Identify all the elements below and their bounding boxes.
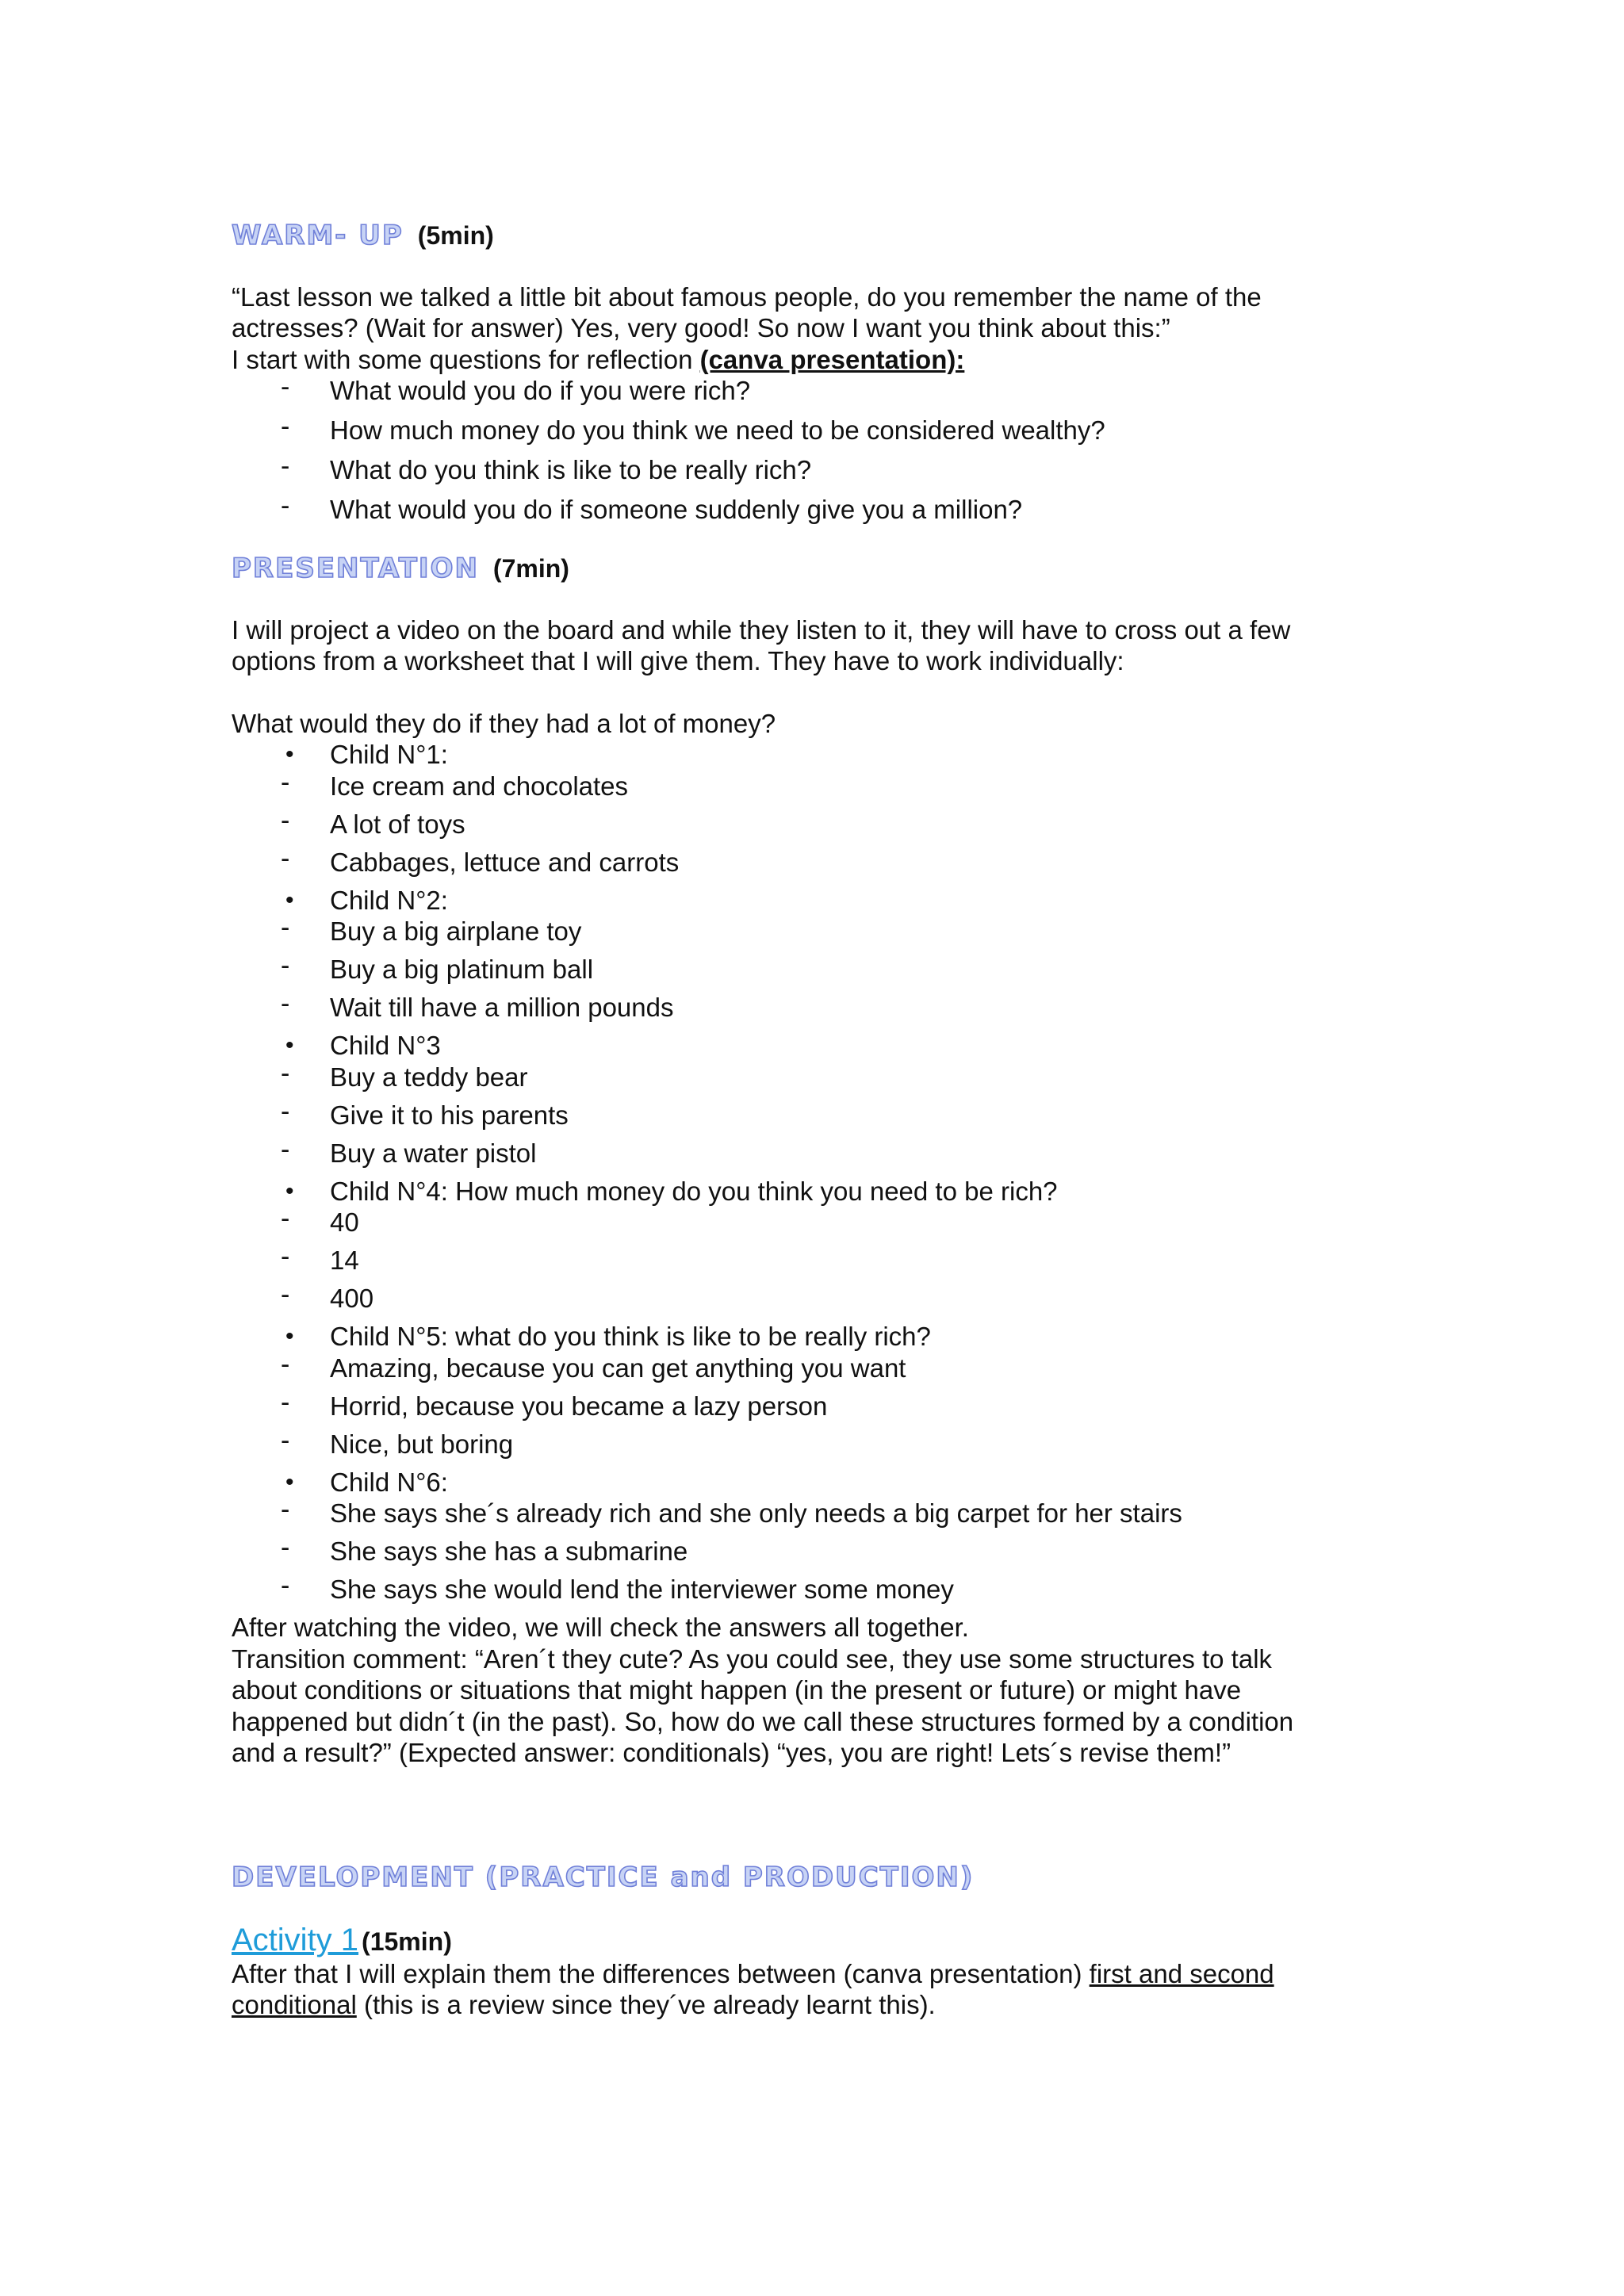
option-item <box>232 1533 1358 1574</box>
warmup-duration: (5min) <box>417 221 494 250</box>
presentation-duration: (7min) <box>492 554 569 583</box>
option-item <box>232 1571 1358 1612</box>
activity-1-duration: (15min) <box>362 1927 452 1956</box>
bullet-marker: • <box>285 741 294 767</box>
list-item-text: Buy a water pistol <box>330 1138 537 1168</box>
option-item <box>232 1494 1358 1536</box>
list-item-text: She says she has a submarine <box>330 1536 688 1566</box>
list-item-text: Child N°5: what do you think is like to be really rich? <box>330 1322 931 1351</box>
list-item-text: 40 <box>330 1207 359 1237</box>
dash-marker: - <box>281 491 290 521</box>
bullet-marker: • <box>285 1032 294 1058</box>
dash-marker: - <box>281 1387 290 1418</box>
development-heading: DEVELOPMENT (PRACTICE and PRODUCTION) <box>232 1861 975 1893</box>
canva-presentation-link[interactable]: (canva presentation): <box>699 344 965 374</box>
warmup-paragraph-line-2: actresses? (Wait for answer) Yes, very good! So now I want you think about this:” <box>232 313 1170 342</box>
dash-marker: - <box>281 372 290 402</box>
dash-marker: - <box>281 951 290 981</box>
bullet-marker: • <box>285 1468 294 1495</box>
question-text: What would you do if you were rich? <box>330 376 751 405</box>
list-item-text: Give it to his parents <box>330 1100 569 1130</box>
option-item <box>232 1387 1358 1429</box>
list-item-text: Child N°2: <box>330 885 448 915</box>
after-line-3: about conditions or situations that might happen (in the present or future) or might have <box>232 1675 1242 1705</box>
option-item <box>232 1280 1358 1321</box>
option-item <box>232 767 1358 809</box>
list-item <box>232 372 1358 415</box>
after-line-4: happened but didn´t (in the past). So, how do we call these structures formed by a condition <box>232 1706 1294 1736</box>
option-item <box>232 1134 1358 1176</box>
activity-1-link[interactable]: Activity 1 <box>232 1923 359 1957</box>
list-item <box>232 411 1358 454</box>
child-item <box>232 1030 1358 1062</box>
dash-marker: - <box>281 1425 290 1456</box>
option-item <box>232 1425 1358 1467</box>
activity-line-1-text: After that I will explain them the differences between (canva presentation) <box>232 1958 1090 1988</box>
dash-marker: - <box>281 989 290 1019</box>
bullet-marker: • <box>285 1323 294 1349</box>
dash-marker: - <box>281 1134 290 1165</box>
list-item-text: Buy a big airplane toy <box>330 916 582 946</box>
after-line-5: and a result?” (Expected answer: conditionals) “yes, you are right! Lets´s revise them!” <box>232 1738 1231 1767</box>
warmup-intro-text: I start with some questions for reflection <box>232 344 700 374</box>
conditional-link[interactable]: conditional <box>232 1990 357 2019</box>
option-item <box>232 1203 1358 1245</box>
list-item <box>232 491 1358 534</box>
dash-marker: - <box>281 1242 290 1272</box>
option-item <box>232 1096 1358 1138</box>
list-item-text: A lot of toys <box>330 809 465 839</box>
child-item <box>232 1467 1358 1498</box>
dash-marker: - <box>281 1096 290 1127</box>
option-item <box>232 1242 1358 1283</box>
question-text: What would you do if someone suddenly give you a million? <box>330 495 1023 524</box>
option-item <box>232 913 1358 954</box>
presentation-question: What would they do if they had a lot of money? <box>232 708 776 738</box>
list-item-text: Child N°4: How much money do you think you need to be rich? <box>330 1176 1058 1206</box>
list-item-text: She says she´s already rich and she only needs a big carpet for her stairs <box>330 1498 1182 1528</box>
activity-heading-row <box>232 1925 1358 1958</box>
list-item-text: Buy a teddy bear <box>330 1062 528 1092</box>
option-item <box>232 951 1358 992</box>
development-heading-row <box>232 1862 1358 1894</box>
list-item-text: Wait till have a million pounds <box>330 993 674 1022</box>
list-item-text: Horrid, because you became a lazy person <box>330 1391 828 1421</box>
option-item <box>232 1058 1358 1100</box>
warmup-paragraph-line-1: “Last lesson we talked a little bit about famous people, do you remember the name of the <box>232 281 1262 312</box>
option-item <box>232 989 1358 1030</box>
dash-marker: - <box>281 1494 290 1525</box>
dash-marker: - <box>281 805 290 836</box>
presentation-heading: PRESENTATION <box>232 553 479 584</box>
after-line-2: Transition comment: “Aren´t they cute? As you could see, they use some structures to talk <box>232 1644 1273 1674</box>
list-item-text: Amazing, because you can get anything you want <box>330 1353 906 1383</box>
activity-line-2-text: (this is a review since they´ve already learnt this). <box>356 1990 936 2019</box>
bullet-marker: • <box>285 886 294 913</box>
child-item <box>232 1176 1358 1207</box>
question-text: How much money do you think we need to be considered wealthy? <box>330 415 1105 445</box>
warmup-question-list <box>232 372 1358 534</box>
list-item-text: Child N°3 <box>330 1031 441 1060</box>
dash-marker: - <box>281 767 290 798</box>
child-item <box>232 885 1358 916</box>
option-item <box>232 805 1358 847</box>
list-item-text: She says she would lend the interviewer some money <box>330 1575 954 1604</box>
lesson-plan-content <box>232 220 1358 2021</box>
dash-marker: - <box>281 1280 290 1310</box>
presentation-heading-row <box>232 553 1358 585</box>
list-item-text: Child N°6: <box>330 1467 448 1497</box>
list-item-text: Ice cream and chocolates <box>330 771 629 801</box>
dash-marker: - <box>281 411 290 442</box>
warmup-intro <box>232 344 1358 376</box>
bullet-marker: • <box>285 1177 294 1204</box>
question-text: What do you think is like to be really rich? <box>330 455 812 484</box>
child-answer-list <box>232 739 1358 1612</box>
list-item-text: 14 <box>330 1246 359 1275</box>
list-item-text: Cabbages, lettuce and carrots <box>330 847 680 877</box>
child-item <box>232 739 1358 771</box>
dash-marker: - <box>281 1349 290 1380</box>
dash-marker: - <box>281 1533 290 1563</box>
warmup-heading-row <box>232 220 1358 252</box>
list-item-text: Nice, but boring <box>330 1429 514 1459</box>
presentation-paragraph-line-1: I will project a video on the board and while they listen to it, they will have to cross out a few <box>232 614 1291 645</box>
first-and-second-link[interactable]: first and second <box>1089 1958 1274 1988</box>
warmup-heading: WARM- UP <box>232 220 404 251</box>
dash-marker: - <box>281 451 290 481</box>
activity-line-2 <box>232 1989 1358 2021</box>
option-item <box>232 1349 1358 1391</box>
child-item <box>232 1321 1358 1353</box>
after-line-1: After watching the video, we will check the answers all together. <box>232 1613 969 1642</box>
dash-marker: - <box>281 1571 290 1601</box>
list-item-text: Child N°1: <box>330 740 448 769</box>
dash-marker: - <box>281 1058 290 1089</box>
presentation-paragraph-line-2: options from a worksheet that I will give them. They have to work individually: <box>232 646 1124 675</box>
dash-marker: - <box>281 843 290 874</box>
activity-line-1 <box>232 1958 1358 1990</box>
dash-marker: - <box>281 913 290 943</box>
list-item-text: 400 <box>330 1284 374 1313</box>
option-item <box>232 843 1358 885</box>
list-item-text: Buy a big platinum ball <box>330 955 594 984</box>
list-item <box>232 451 1358 494</box>
dash-marker: - <box>281 1203 290 1234</box>
